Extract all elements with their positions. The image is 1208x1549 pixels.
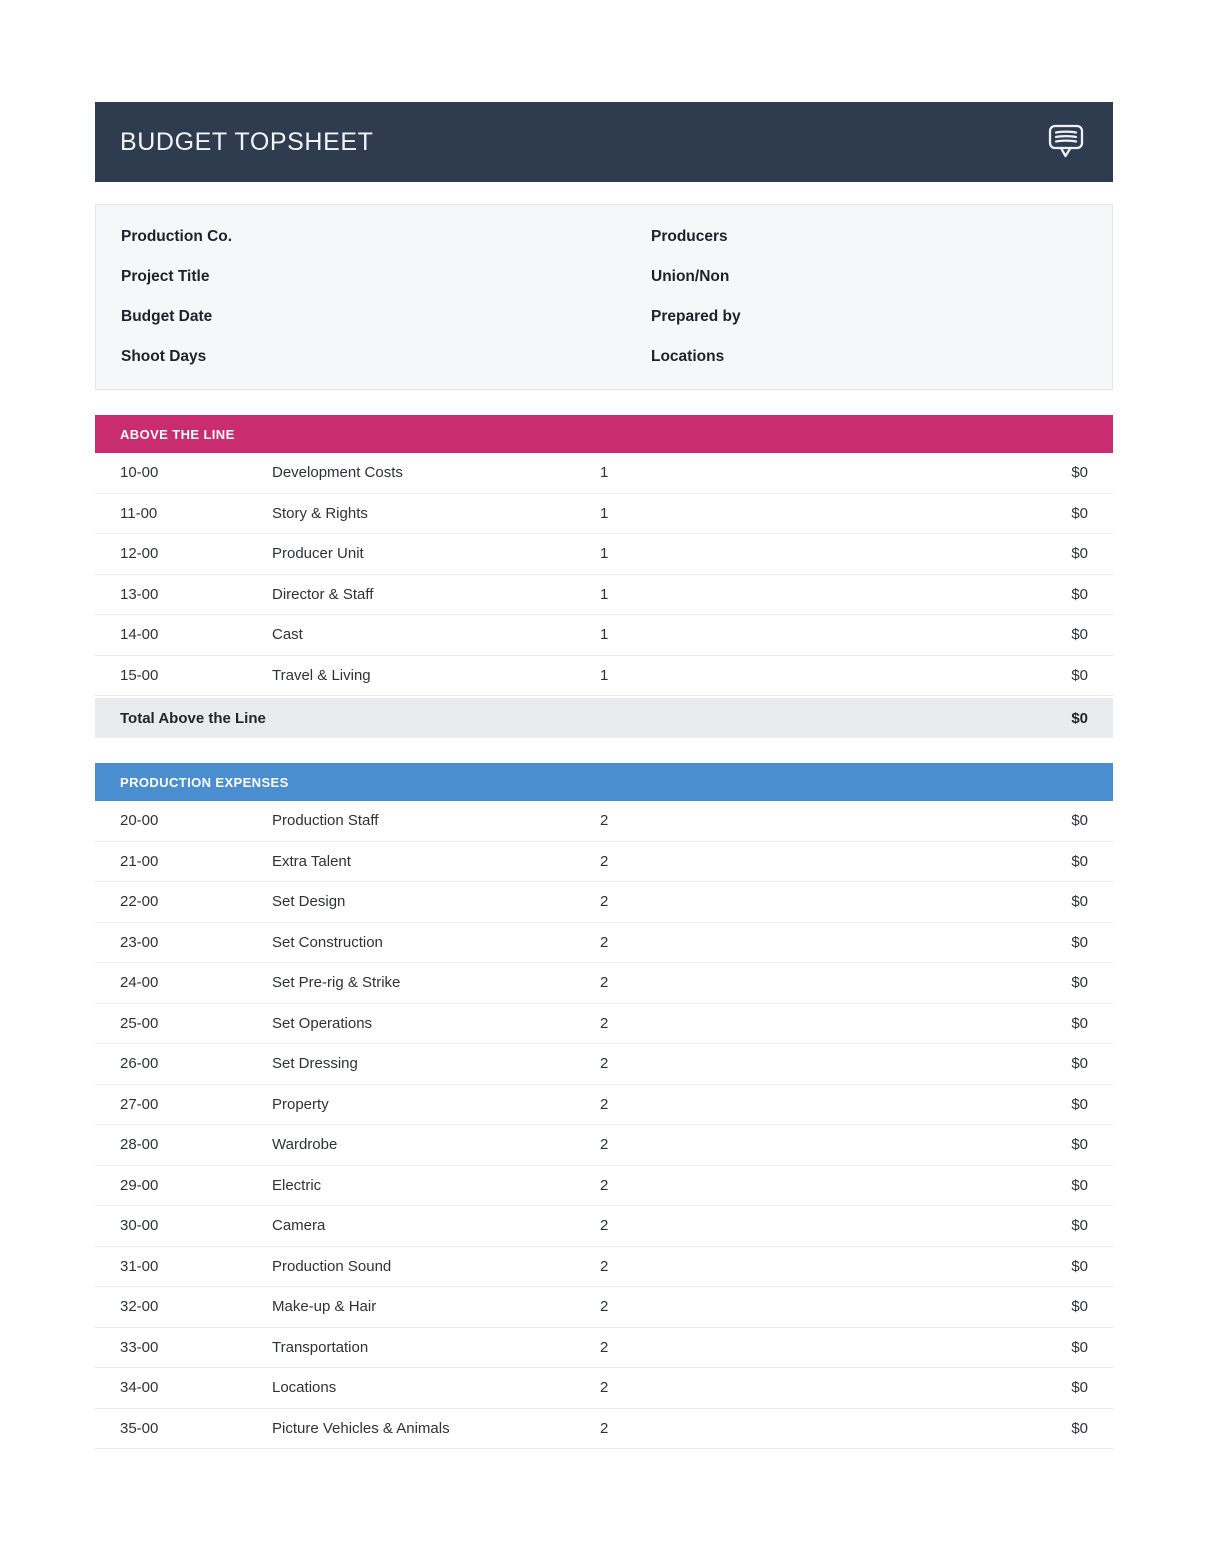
speech-bubble-logo-icon[interactable]: [1044, 118, 1088, 166]
table-row: [95, 1247, 1113, 1288]
page-number-cell: 1: [600, 585, 609, 603]
category-cell: Locations: [272, 1379, 337, 1397]
section-header-production-expenses: PRODUCTION EXPENSES: [95, 763, 1113, 801]
info-column-right: [651, 217, 1112, 377]
category-cell: Camera: [272, 1217, 326, 1235]
section-rows: [95, 801, 1113, 1449]
amount-cell: $0: [1071, 585, 1088, 603]
table-row: [95, 1166, 1113, 1207]
table-row: [95, 1206, 1113, 1247]
category-cell: Electric: [272, 1176, 322, 1194]
table-row: [95, 801, 1113, 842]
page-number-cell: 2: [600, 1055, 609, 1073]
account-code-cell: 23-00: [120, 933, 159, 951]
account-code-cell: 14-00: [120, 626, 159, 644]
category-cell: Transportation: [272, 1338, 369, 1356]
amount-cell: $0: [1071, 504, 1088, 522]
amount-cell: $0: [1071, 1419, 1088, 1437]
account-code-cell: 33-00: [120, 1338, 159, 1356]
info-column-left: [121, 217, 651, 377]
page-number-cell: 1: [600, 626, 609, 644]
account-code-cell: 34-00: [120, 1379, 159, 1397]
table-row: [95, 963, 1113, 1004]
section-rows: [95, 453, 1113, 696]
page-number-cell: 1: [600, 545, 609, 563]
table-row: [95, 1328, 1113, 1369]
page-number-cell: 2: [600, 852, 609, 870]
account-code-cell: 28-00: [120, 1136, 159, 1154]
amount-cell: $0: [1071, 1095, 1088, 1113]
category-cell: Set Pre-rig & Strike: [272, 974, 401, 992]
account-code-cell: 21-00: [120, 852, 159, 870]
amount-cell: $0: [1071, 1257, 1088, 1275]
table-row: [95, 494, 1113, 535]
category-cell: Story & Rights: [272, 504, 368, 522]
account-code-cell: 10-00: [120, 464, 159, 482]
page-number-cell: 2: [600, 1419, 609, 1437]
table-row: [95, 1125, 1113, 1166]
account-code-cell: 13-00: [120, 585, 159, 603]
amount-cell: $0: [1071, 1136, 1088, 1154]
page-number-cell: 2: [600, 1136, 609, 1154]
page-number-cell: 2: [600, 1298, 609, 1316]
amount-cell: $0: [1071, 812, 1088, 830]
account-code-cell: 29-00: [120, 1176, 159, 1194]
amount-cell: $0: [1071, 545, 1088, 563]
amount-cell: $0: [1071, 464, 1088, 482]
category-cell: Wardrobe: [272, 1136, 338, 1154]
prepared-by-label: Prepared by: [651, 308, 741, 325]
table-row: [95, 534, 1113, 575]
page-number-cell: 2: [600, 1257, 609, 1275]
amount-cell: $0: [1071, 1298, 1088, 1316]
category-cell: Make-up & Hair: [272, 1298, 377, 1316]
total-above-the-line-row: [95, 698, 1113, 738]
table-row: [95, 615, 1113, 656]
account-code-cell: 35-00: [120, 1419, 159, 1437]
account-code-cell: 30-00: [120, 1217, 159, 1235]
table-row: [95, 656, 1113, 697]
category-cell: Set Operations: [272, 1014, 373, 1032]
total-amount: $0: [1071, 709, 1088, 727]
category-cell: Property: [272, 1095, 329, 1113]
section-header-above-the-line: ABOVE THE LINE: [95, 415, 1113, 453]
account-code-cell: 32-00: [120, 1298, 159, 1316]
account-code-cell: 20-00: [120, 812, 159, 830]
amount-cell: $0: [1071, 626, 1088, 644]
section-above-the-line: [95, 415, 1113, 738]
amount-cell: $0: [1071, 1014, 1088, 1032]
project-title-label: Project Title: [121, 268, 210, 285]
amount-cell: $0: [1071, 974, 1088, 992]
table-row: [95, 1287, 1113, 1328]
category-cell: Production Staff: [272, 812, 379, 830]
account-code-cell: 22-00: [120, 893, 159, 911]
production-co-label: Production Co.: [121, 228, 233, 245]
page-number-cell: 2: [600, 933, 609, 951]
shoot-days-label: Shoot Days: [121, 348, 207, 365]
category-cell: Extra Talent: [272, 852, 351, 870]
page-number-cell: 2: [600, 1217, 609, 1235]
budget-topsheet-page: [95, 0, 1113, 1549]
page-number-cell: 2: [600, 1014, 609, 1032]
page-number-cell: 2: [600, 1379, 609, 1397]
amount-cell: $0: [1071, 933, 1088, 951]
account-code-cell: 27-00: [120, 1095, 159, 1113]
table-row: [95, 575, 1113, 616]
category-cell: Production Sound: [272, 1257, 392, 1275]
account-code-cell: 12-00: [120, 545, 159, 563]
table-row: [95, 882, 1113, 923]
amount-cell: $0: [1071, 893, 1088, 911]
budget-date-label: Budget Date: [121, 308, 213, 325]
page-number-cell: 2: [600, 1095, 609, 1113]
page-number-cell: 2: [600, 812, 609, 830]
category-cell: Cast: [272, 626, 303, 644]
union-non-label: Union/Non: [651, 268, 730, 285]
table-row: [95, 923, 1113, 964]
page-number-cell: 1: [600, 464, 609, 482]
table-row: [95, 1085, 1113, 1126]
table-row: [95, 453, 1113, 494]
category-cell: Set Dressing: [272, 1055, 358, 1073]
amount-cell: $0: [1071, 1338, 1088, 1356]
category-cell: Development Costs: [272, 464, 403, 482]
page-title: BUDGET TOPSHEET: [120, 127, 374, 156]
category-cell: Producer Unit: [272, 545, 364, 563]
page-number-cell: 1: [600, 504, 609, 522]
account-code-cell: 26-00: [120, 1055, 159, 1073]
page-number-cell: 2: [600, 974, 609, 992]
category-cell: Set Construction: [272, 933, 383, 951]
page-number-cell: 2: [600, 1176, 609, 1194]
producers-label: Producers: [651, 228, 728, 245]
category-cell: Picture Vehicles & Animals: [272, 1419, 450, 1437]
amount-cell: $0: [1071, 1379, 1088, 1397]
locations-label: Locations: [651, 348, 725, 365]
account-code-cell: 31-00: [120, 1257, 159, 1275]
account-code-cell: 25-00: [120, 1014, 159, 1032]
category-cell: Director & Staff: [272, 585, 374, 603]
amount-cell: $0: [1071, 666, 1088, 684]
total-label: Total Above the Line: [120, 709, 266, 727]
table-row: [95, 1409, 1113, 1450]
table-row: [95, 842, 1113, 883]
table-row: [95, 1368, 1113, 1409]
category-cell: Set Design: [272, 893, 346, 911]
amount-cell: $0: [1071, 1217, 1088, 1235]
page-number-cell: 2: [600, 1338, 609, 1356]
table-row: [95, 1004, 1113, 1045]
amount-cell: $0: [1071, 852, 1088, 870]
category-cell: Travel & Living: [272, 666, 371, 684]
amount-cell: $0: [1071, 1176, 1088, 1194]
page-number-cell: 1: [600, 666, 609, 684]
amount-cell: $0: [1071, 1055, 1088, 1073]
page-number-cell: 2: [600, 893, 609, 911]
production-info-box: [95, 204, 1113, 390]
header-bar: [95, 102, 1113, 182]
account-code-cell: 15-00: [120, 666, 159, 684]
account-code-cell: 24-00: [120, 974, 159, 992]
table-row: [95, 1044, 1113, 1085]
account-code-cell: 11-00: [120, 504, 158, 522]
section-production-expenses: [95, 763, 1113, 1449]
